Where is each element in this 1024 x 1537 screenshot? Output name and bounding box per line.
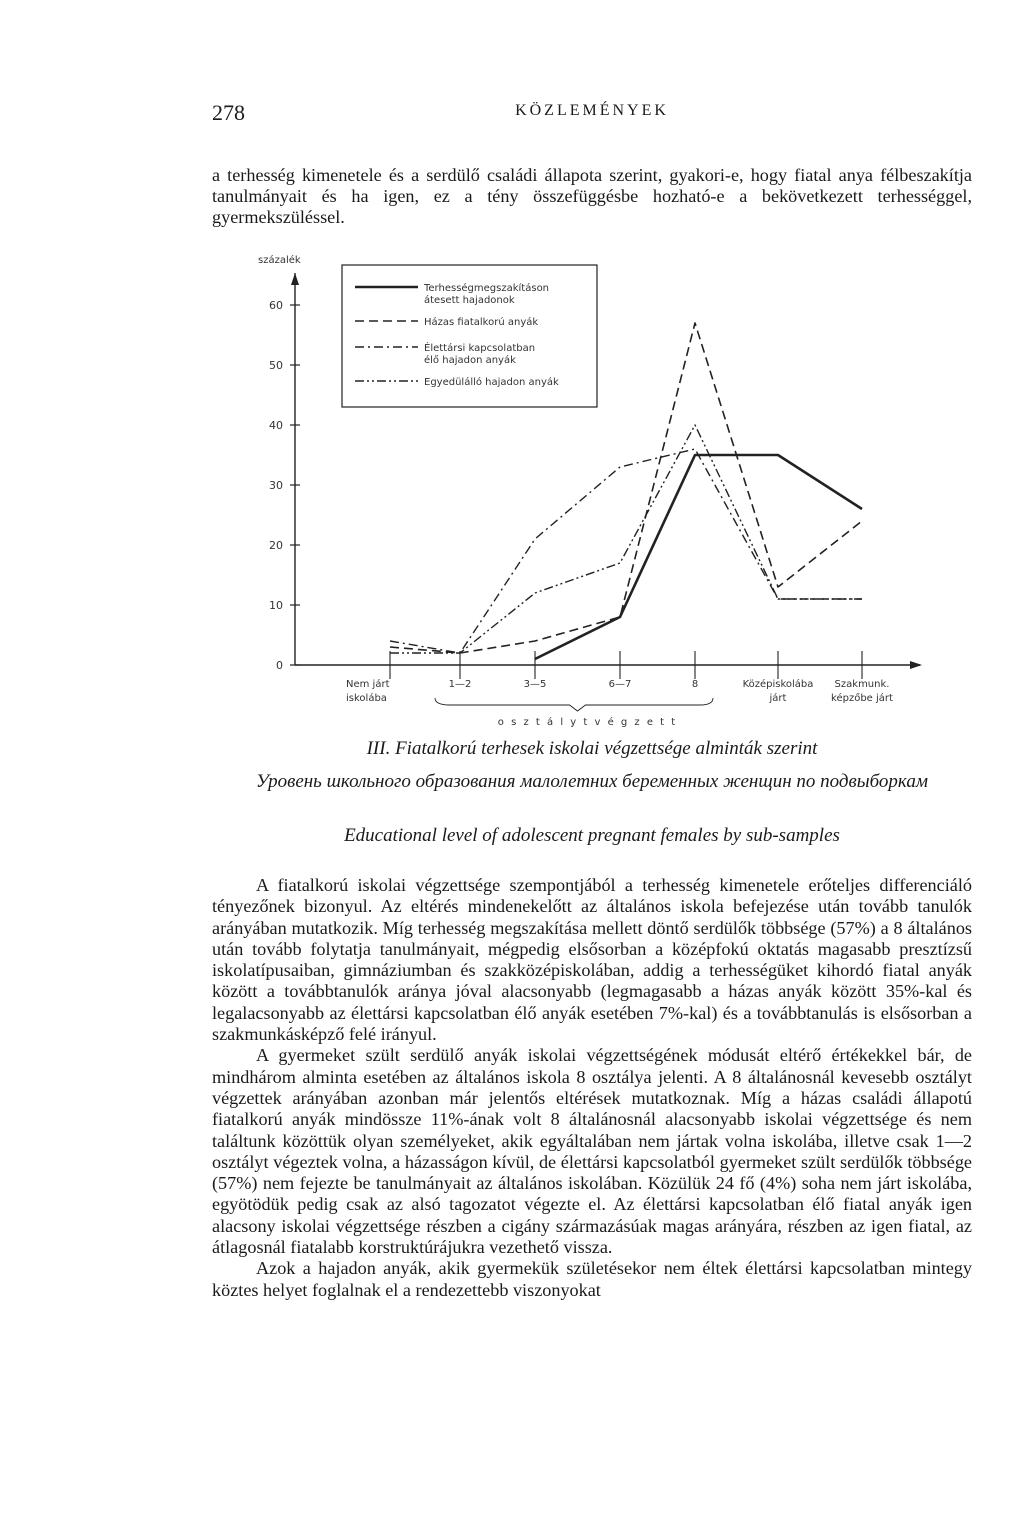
y-tick-label: 50 <box>269 359 283 372</box>
x-tick-label: járt <box>769 693 787 704</box>
legend-label-2: Házas fiatalkorú anyák <box>424 317 539 328</box>
y-tick-label: 0 <box>276 659 283 672</box>
y-tick-label: 40 <box>269 419 283 432</box>
legend-label-1: átesett hajadonok <box>424 295 515 306</box>
education-line-chart <box>200 245 980 735</box>
intro-paragraph: a terhesség kimenetele és a serdülő családi állapota szerint, gyakori-e, hogy fiatal anya félbeszakítja tanulmányait és ha igen, ez a tény összefüggésbe hozható-e a bekövetkezett terhességgel, gyermekszüléssel. <box>212 165 972 228</box>
y-tick-label: 30 <box>269 479 283 492</box>
body-paragraph: A fiatalkorú iskolai végzettsége szempontjából a terhesség kimenetele erőteljes differenciáló tényezőnek bizonyul. Az eltérés mindenekelőtt az általános iskola befejezése után tovább tanulók arányában mutatkozik. Míg terhesség megszakítása mellett döntő serdülők többsége (57%) a 8 általános után tovább folytatja tanulmányait, mégpedig elsősorban a középfokú oktatás magasabb presztízsű iskolatípusaiban, gimnáziumban és szakközépiskolában, addig a terhességüket kihordó fiatal anyák között a továbbtanulók aránya jóval alacsonyabb (legmagasabb a házas anyák között 35%-kal és legalacsonyabb az élettársi kapcsolatban élő anyák esetében 7%-kal) és a továbbtanulás is elsősorban a szakmunkásképző felé irányul. <box>212 875 972 1045</box>
figure-caption-russian: Уровень школьного образования малолетних беременных женщин по подвыборкам <box>256 771 928 792</box>
x-tick-label: Szakmunk. <box>834 679 890 690</box>
y-tick-label: 10 <box>269 599 283 612</box>
chart-legend <box>342 265 597 407</box>
legend-label-3: Élettársi kapcsolatban <box>424 343 536 354</box>
series-line-1 <box>535 455 862 659</box>
x-tick-label: iskolába <box>346 693 387 704</box>
x-tick-label: Középiskolába <box>742 679 814 690</box>
page-header <box>212 100 972 130</box>
x-tick-label: 8 <box>691 679 699 690</box>
figure-caption-hungarian: III. Fiatalkorú terhesek iskolai végzettsége alminták szerint <box>366 738 818 759</box>
x-tick-label: 3—5 <box>523 679 547 690</box>
body-text <box>212 875 972 1301</box>
x-axis-arrow <box>910 661 922 669</box>
x-group-label: o s z t á l y t v é g z e t t <box>497 717 678 728</box>
y-axis-title: százalék <box>258 255 301 266</box>
body-paragraph: Azok a hajadon anyák, akik gyermekük születésekor nem éltek élettársi kapcsolatban mintegy köztes helyet foglalnak el a rendezettebb viszonyokat <box>212 1258 972 1300</box>
x-tick-label: képzőbe járt <box>831 693 893 704</box>
page-number: 278 <box>212 100 245 125</box>
legend-label-3: élő hajadon anyák <box>424 355 516 366</box>
figure-caption-english: Educational level of adolescent pregnant females by sub-samples <box>344 825 840 846</box>
x-tick-label: Nem járt <box>346 679 390 690</box>
running-head: KÖZLEMÉNYEK <box>515 102 669 119</box>
x-tick-label: 1—2 <box>448 679 472 690</box>
grade-brace <box>435 698 713 711</box>
body-paragraph: A gyermeket szült serdülő anyák iskolai végzettségének módusát eltérő értékekkel bár, de mindhárom alminta esetében az általános iskola 8 osztálya jelenti. A 8 általánosnál kevesebb osztályt végzettek arányában azonban már jelentős eltérések mutatkoznak. Míg a házas családi állapotú fiatalkorú anyák mindössze 11%-ának volt 8 általánosnál alacsonyabb iskolai végzettsége és nem találtunk közöttük olyan személyeket, akik egyáltalában nem jártak volna iskolába, illetve csak 1—2 osztályt végeztek volna, a házasságon kívül, de élettársi kapcsolatból gyermeket szült serdülők többsége (57%) nem fejezte be tanulmányait az általános iskolában. Közülük 24 fő (4%) soha nem járt iskolába, egyötödük pedig csak az alsó tagozatot végezte el. Az élettársi kapcsolatban élő fiatal anyák igen alacsony iskolai végzettsége részben a cigány származásúak magas arányára, részben az igen fiatal, az átlagosnál fiatalabb korstruktúrájukra vezethető vissza. <box>212 1045 972 1258</box>
y-tick-label: 20 <box>269 539 283 552</box>
legend-label-1: Terhességmegszakításon <box>424 283 550 294</box>
legend-label-4: Egyedülálló hajadon anyák <box>424 377 559 388</box>
series-line-4 <box>390 425 862 653</box>
y-axis-arrow <box>291 273 299 285</box>
y-tick-label: 60 <box>269 299 283 312</box>
x-axis-labels <box>346 678 893 728</box>
x-tick-label: 6—7 <box>608 679 632 690</box>
